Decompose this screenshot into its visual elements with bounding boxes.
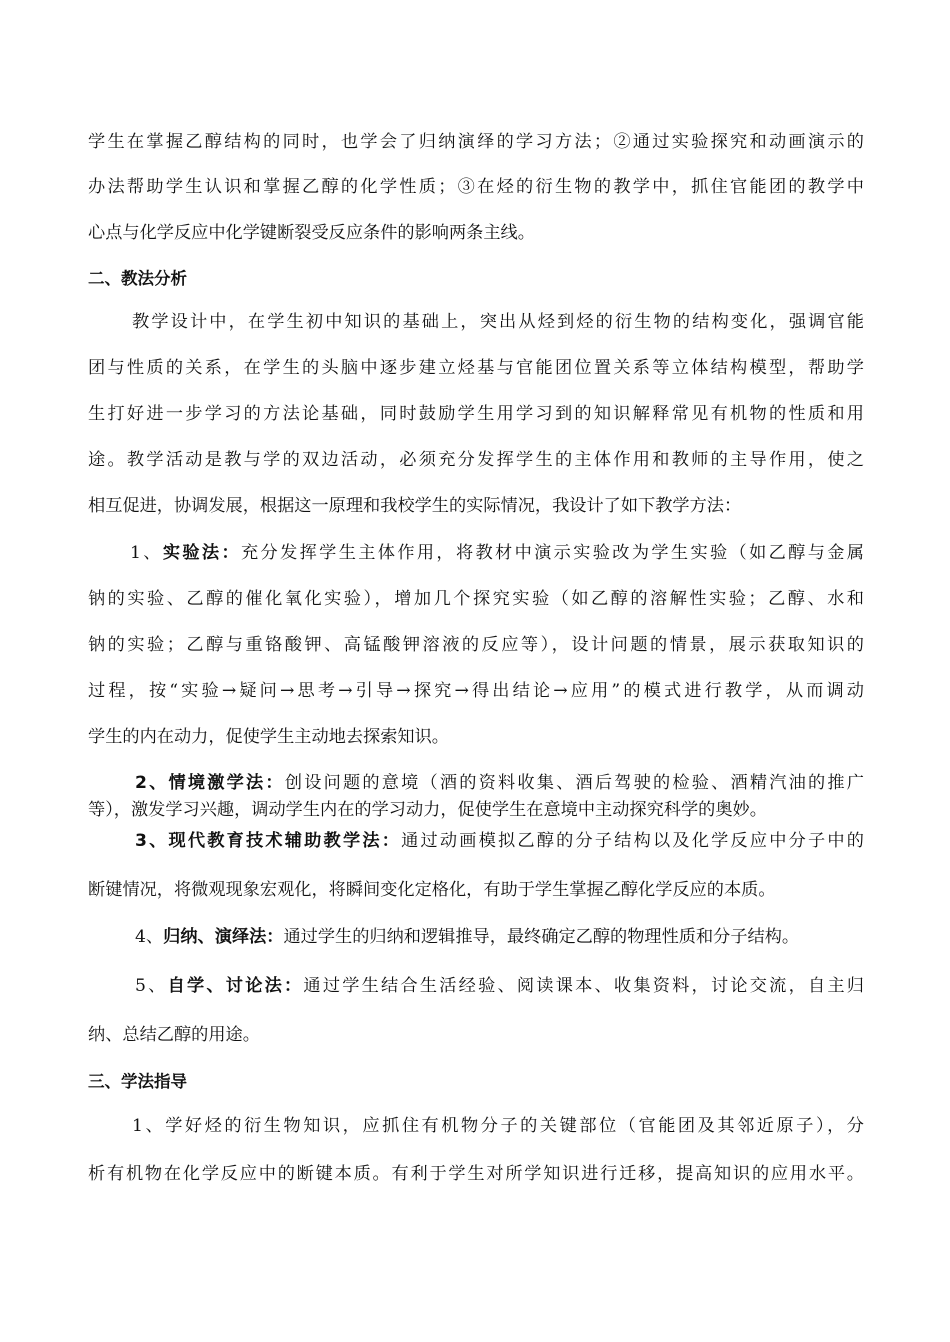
item-number: 5、 bbox=[135, 976, 168, 996]
text-line: 教学设计中，在学生初中知识的基础上，突出从烃到烃的衍生物的结构变化，强调官能 bbox=[132, 312, 864, 332]
section-heading-teaching-methods: 二、教法分析 bbox=[88, 269, 187, 288]
item-number: 1、 bbox=[130, 543, 163, 563]
method-title: 实验法： bbox=[162, 543, 242, 563]
method-title: 归纳、演绎法： bbox=[163, 927, 284, 947]
text-line: 钠的实验、乙醇的催化氧化实验），增加几个探究实验（如乙醇的溶解性实验；乙醇、水和 bbox=[88, 589, 864, 609]
text-line: 心点与化学反应中化学键断裂受反应条件的影响两条主线。 bbox=[88, 223, 535, 243]
method-text: 创设问题的意境（酒的资料收集、酒后驾驶的检验、酒精汽油的推广 bbox=[284, 773, 864, 793]
method-text: 通过动画模拟乙醇的分子结构以及化学反应中分子中的 bbox=[401, 831, 864, 851]
text-line: 纳、总结乙醇的用途。 bbox=[88, 1025, 260, 1045]
item-number: 4、 bbox=[135, 927, 164, 947]
section-heading-study-guidance: 三、学法指导 bbox=[88, 1072, 187, 1091]
method-title: 3、现代教育技术辅助教学法： bbox=[135, 831, 402, 851]
method-title: 自学、讨论法： bbox=[167, 976, 304, 996]
method-text: 通过学生的归纳和逻辑推导，最终确定乙醇的物理性质和分子结构。 bbox=[283, 927, 800, 947]
text-line: 1、学好烃的衍生物知识，应抓住有机物分子的关键部位（官能团及其邻近原子），分 bbox=[132, 1116, 864, 1136]
text-line: 等），激发学习兴趣，调动学生内在的学习动力，促使学生在意境中主动探究科学的奥妙。 bbox=[88, 800, 767, 820]
method-title: 2、情境激学法： bbox=[135, 773, 285, 793]
text-line: 断键情况，将微观现象宏观化，将瞬间变化定格化，有助于学生掌握乙醇化学反应的本质。 bbox=[88, 880, 776, 900]
method-item-situation bbox=[135, 771, 864, 795]
text-line: 途。教学活动是教与学的双边活动，必须充分发挥学生的主体作用和教师的主导作用，使之 bbox=[88, 450, 864, 470]
text-line: 学生在掌握乙醇结构的同时，也学会了归纳演绎的学习方法；②通过实验探究和动画演示的 bbox=[88, 132, 864, 152]
method-item-induction bbox=[135, 925, 799, 949]
method-item-experiment bbox=[130, 541, 864, 565]
method-item-edtech bbox=[135, 829, 864, 853]
method-text: 通过学生结合生活经验、阅读课本、收集资料，讨论交流，自主归 bbox=[303, 976, 864, 996]
text-line: 钠的实验；乙醇与重铬酸钾、高锰酸钾溶液的反应等），设计问题的情景，展示获取知识的 bbox=[88, 635, 864, 655]
text-line: 相互促进，协调发展，根据这一原理和我校学生的实际情况，我设计了如下教学方法： bbox=[88, 496, 742, 516]
text-line: 过程，按“实验→疑问→思考→引导→探究→得出结论→应用”的模式进行教学，从而调动 bbox=[88, 681, 864, 701]
text-line: 析有机物在化学反应中的断键本质。有利于学生对所学知识进行迁移，提高知识的应用水平。 bbox=[88, 1164, 864, 1184]
text-line: 生打好进一步学习的方法论基础，同时鼓励学生用学习到的知识解释常见有机物的性质和用 bbox=[88, 404, 864, 424]
text-line: 团与性质的关系，在学生的头脑中逐步建立烃基与官能团位置关系等立体结构模型，帮助学 bbox=[88, 358, 864, 378]
text-line: 学生的内在动力，促使学生主动地去探索知识。 bbox=[88, 727, 449, 747]
method-text: 充分发挥学生主体作用，将教材中演示实验改为学生实验（如乙醇与金属 bbox=[241, 543, 864, 563]
method-item-self-study bbox=[135, 974, 864, 998]
text-line: 办法帮助学生认识和掌握乙醇的化学性质；③在烃的衍生物的教学中，抓住官能团的教学中 bbox=[88, 177, 864, 197]
